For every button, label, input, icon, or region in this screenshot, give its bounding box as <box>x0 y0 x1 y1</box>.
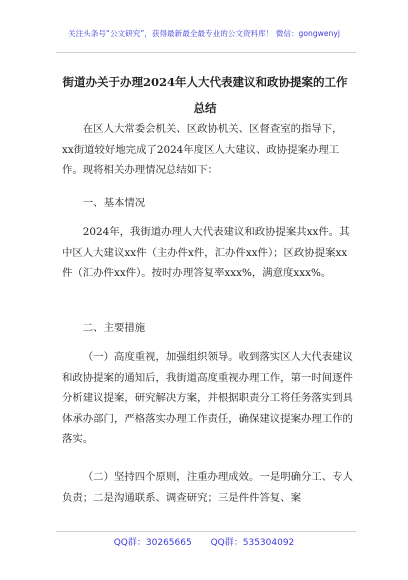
measure-paragraph-1: （一）高度重视，加强组织领导。收到落实区人大代表建议和政协提案的通知后，我街道高度重视办理工作，第一时间逐件分析建议提案，研究解决方案，并根据职责分工将任务落实到具体承办部门，严格落实办理工作责任，确保建议提案办理工作的落实。 <box>62 351 353 445</box>
footer-divider <box>56 531 356 532</box>
intro-paragraph: 在区人大常委会机关、区政协机关、区督查室的指导下，xx街道较好地完成了2024年度区人大建议、政协提案办理工作。现将相关办理情况总结如下： <box>62 123 343 176</box>
footer-qq-group-2: QQ群：535304092 <box>210 538 295 548</box>
section-heading-measures: 二、主要措施 <box>82 322 146 334</box>
section-heading-basic: 一、基本情况 <box>82 197 146 209</box>
section-basic-body: 2024年，我街道办理人大代表建议和政协提案共xx件。其中区人大建议xx件（主办件x件，汇办件xx件）；区政协提案xx件（汇办件xx件）。按时办理答复率xxx%，满意度xxx%。 <box>62 226 350 279</box>
footer <box>0 535 408 548</box>
header-note: 关注头条号“公文研究”，获得最新最全最专业的公文资料库！ 微信：gongwenyj <box>68 29 340 38</box>
header-divider <box>56 52 356 53</box>
document-title: 街道办关于办理2024年人大代表建议和政协提案的工作总结 <box>62 75 348 115</box>
measure-paragraph-2: （二）坚持四个原则，注重办理成效。一是明确分工、专人负责；二是沟通联系、调查研究；三是件件答复、案 <box>62 471 353 504</box>
footer-qq-group-1: QQ群：30265665 <box>113 538 192 548</box>
